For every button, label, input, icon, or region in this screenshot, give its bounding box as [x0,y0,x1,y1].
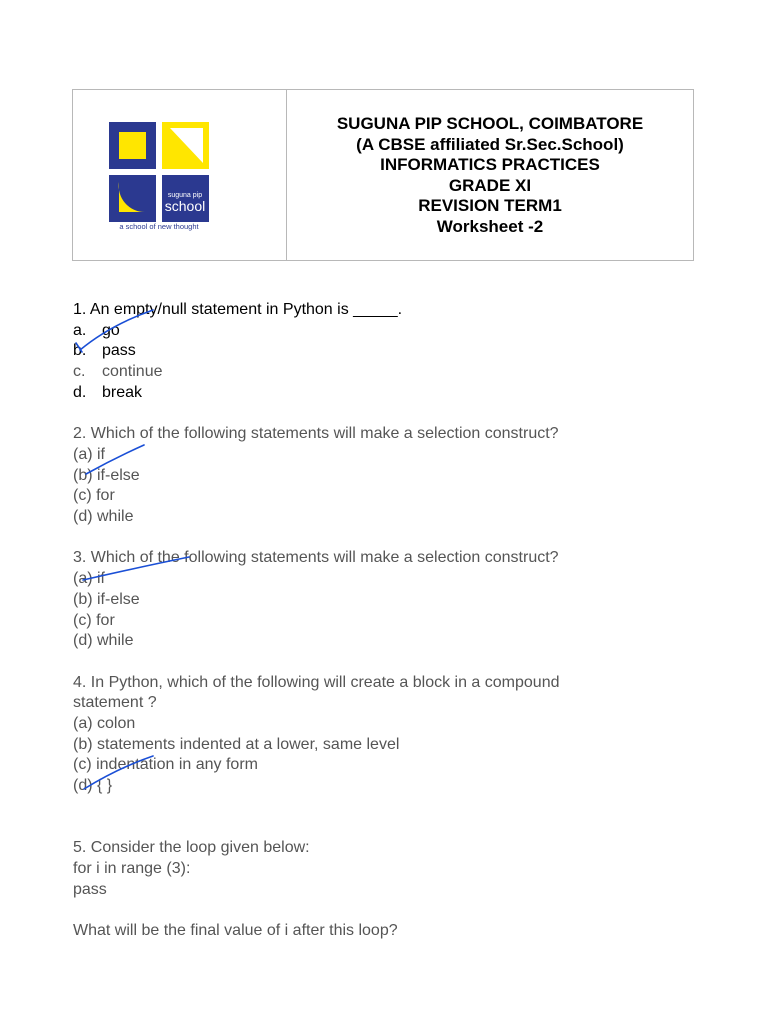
worksheet-body [73,300,713,942]
q3-question: 3. Which of the following statements will make a selection construct? [73,549,559,567]
q5-followup: What will be the final value of i after this loop? [73,922,398,939]
q1-option-a: a. go [73,321,120,339]
q4-question-line2: statement ? [73,694,157,712]
q1-question: 1. An empty/null statement in Python is _____. [73,301,403,318]
q3-option-b: (b) if-else [73,590,140,608]
q5-code-line2: pass [73,880,107,898]
q4-question-line1: 4. In Python, which of the following will create a block in a compound [73,673,560,691]
q2-option-d: (d) while [73,508,134,526]
school-logo [109,122,209,232]
q1-option-c: c. continue [73,363,163,381]
q4-option-c: (c) indentation in any form [73,756,258,774]
worksheet-title: Worksheet -2 [436,216,544,236]
school-affiliation: (A CBSE affiliated Sr.Sec.School) [356,134,624,154]
q1-option-b: b. pass [73,342,136,360]
q3-option-a: (a) if [73,570,105,588]
q4-option-a: (a) colon [73,715,136,733]
q5-question: 5. Consider the loop given below: [73,839,310,857]
subject-title: INFORMATICS PRACTICES [380,155,600,175]
q2-option-c: (c) for [73,487,115,505]
q4-option-d: (d) { } [73,777,113,795]
header-box [72,89,694,261]
revision-title: REVISION TERM1 [418,196,562,216]
q3-option-c: (c) for [73,611,115,629]
logo-tagline: a school of new thought [119,222,199,231]
school-name: SUGUNA PIP SCHOOL, COIMBATORE [336,114,644,133]
q5-code-line1: for i in range (3): [73,859,191,877]
q3-option-d: (d) while [73,632,134,650]
header-title-block [287,114,693,238]
grade-title: GRADE XI [448,175,532,195]
logo-brand: suguna pip [167,192,203,199]
q1-option-d: d. break [73,383,143,401]
logo-name: school [164,198,206,214]
q2-option-a: (a) if [73,445,105,463]
q4-option-b: (b) statements indented at a lower, same level [73,735,400,753]
q2-option-b: (b) if-else [73,466,140,484]
q2-question: 2. Which of the following statements will make a selection construct? [73,425,559,443]
